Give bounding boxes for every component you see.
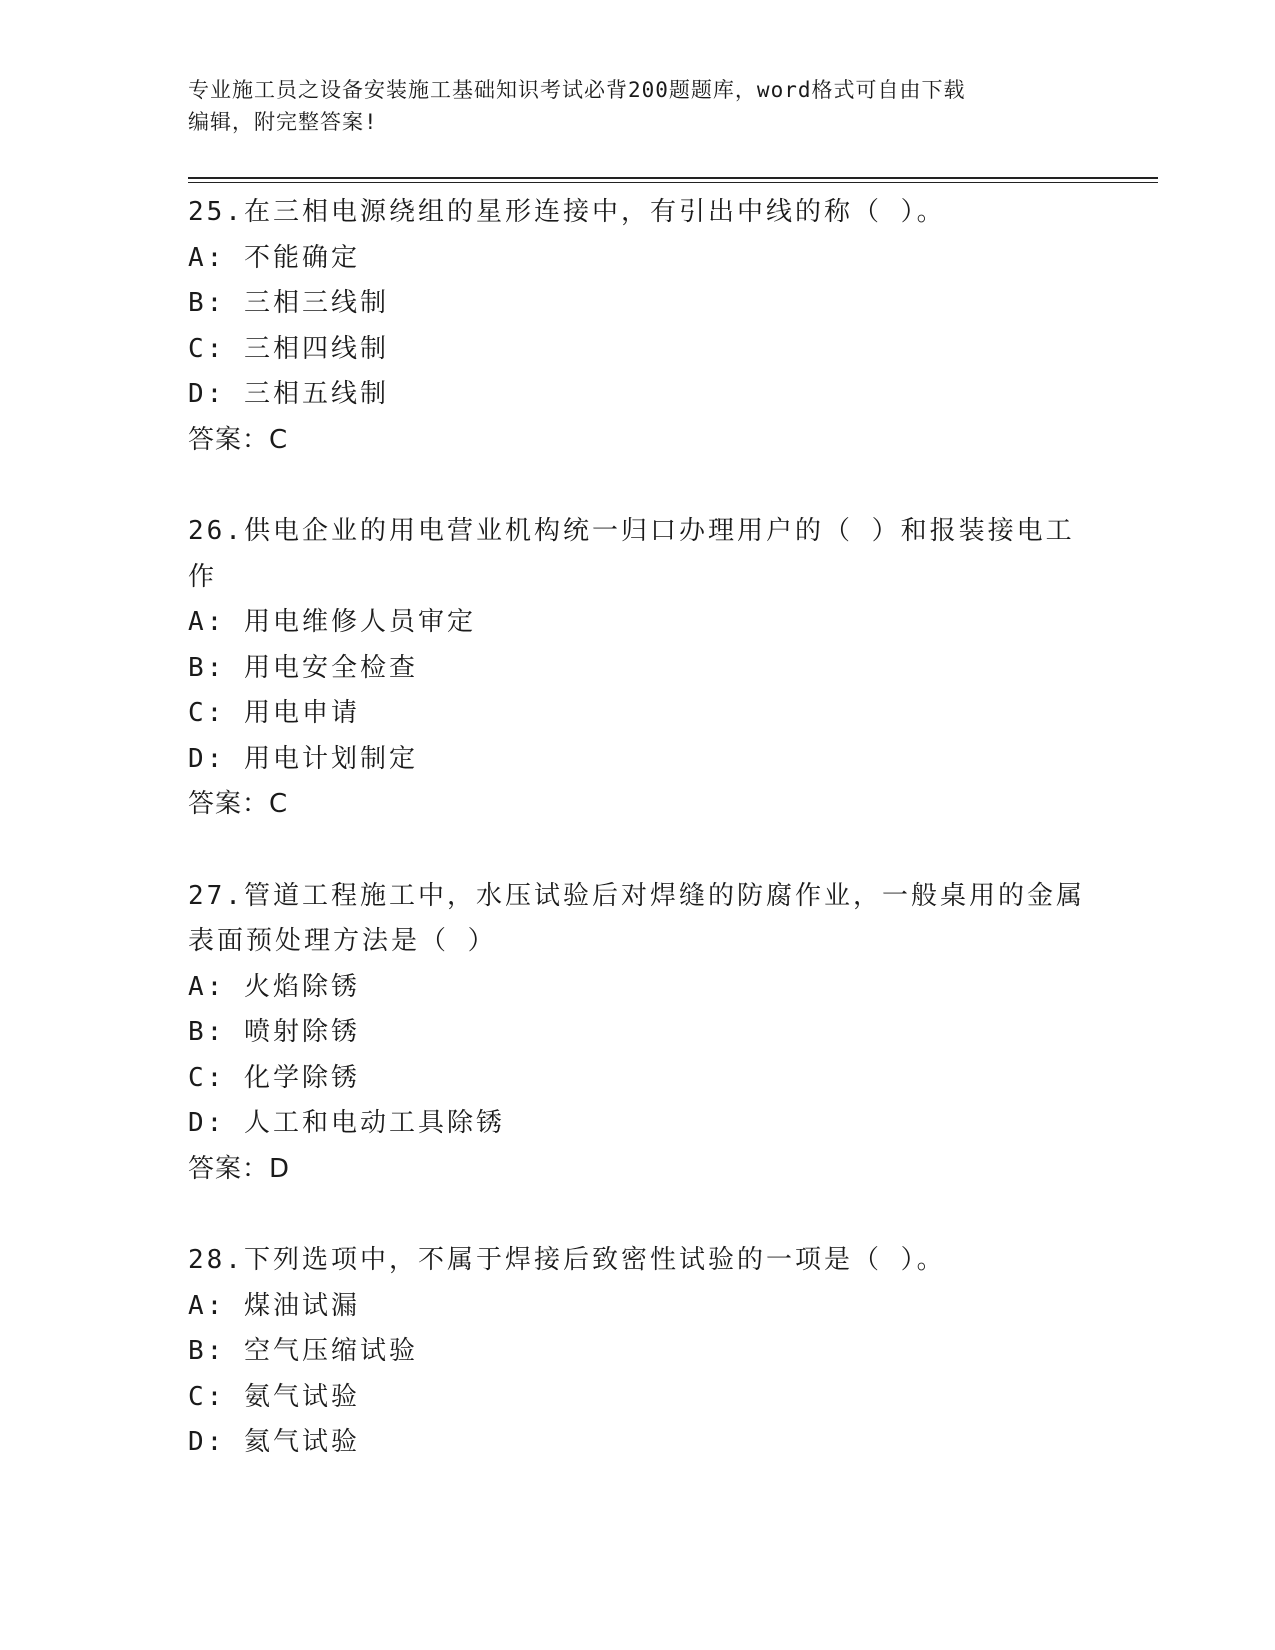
option-c: C: 三相四线制 [188,333,389,364]
question-25 [188,190,1088,463]
question-28 [188,1238,1088,1466]
answer: 答案：C [188,789,289,819]
option-c: C: 氨气试验 [188,1381,360,1412]
option-b: B: 空气压缩试验 [188,1336,418,1366]
question-26 [188,509,1088,828]
option-b: B: 喷射除锈 [188,1017,360,1047]
option-c: C: 化学除锈 [188,1062,360,1093]
question-title: 28.下列选项中，不属于焊接后致密性试验的一项是（ ）。 [188,1245,946,1275]
option-d: D: 用电计划制定 [188,743,418,774]
option-a: A: 煤油试漏 [188,1290,360,1321]
question-27 [188,874,1088,1193]
option-b: B: 三相三线制 [188,288,389,318]
option-d: D: 人工和电动工具除锈 [188,1108,505,1138]
question-list [188,190,1088,1512]
header-divider-thin [188,182,1158,183]
document-header [188,74,1088,138]
header-line-1: 专业施工员之设备安装施工基础知识考试必背200题题库，word格式可自由下载 [188,78,966,102]
option-d: D: 氦气试验 [188,1427,360,1457]
answer: 答案：C [188,424,289,455]
question-title: 27.管道工程施工中，水压试验后对焊缝的防腐作业，一般桌用的金属表面预处理方法是（ ） [188,880,1085,956]
option-a: A: 用电维修人员审定 [188,607,476,637]
option-b: B: 用电安全检查 [188,652,418,683]
option-a: A: 火焰除锈 [188,971,360,1002]
answer: 答案：D [188,1153,291,1184]
option-d: D: 三相五线制 [188,379,389,409]
header-divider-thick [188,177,1158,179]
question-title: 25.在三相电源绕组的星形连接中，有引出中线的称（ ）。 [188,197,946,227]
header-line-2: 编辑，附完整答案! [188,110,378,134]
option-c: C: 用电申请 [188,698,360,728]
question-title: 26.供电企业的用电营业机构统一归口办理用户的（ ）和报装接电工作 [188,516,1075,592]
option-a: A: 不能确定 [188,242,360,273]
